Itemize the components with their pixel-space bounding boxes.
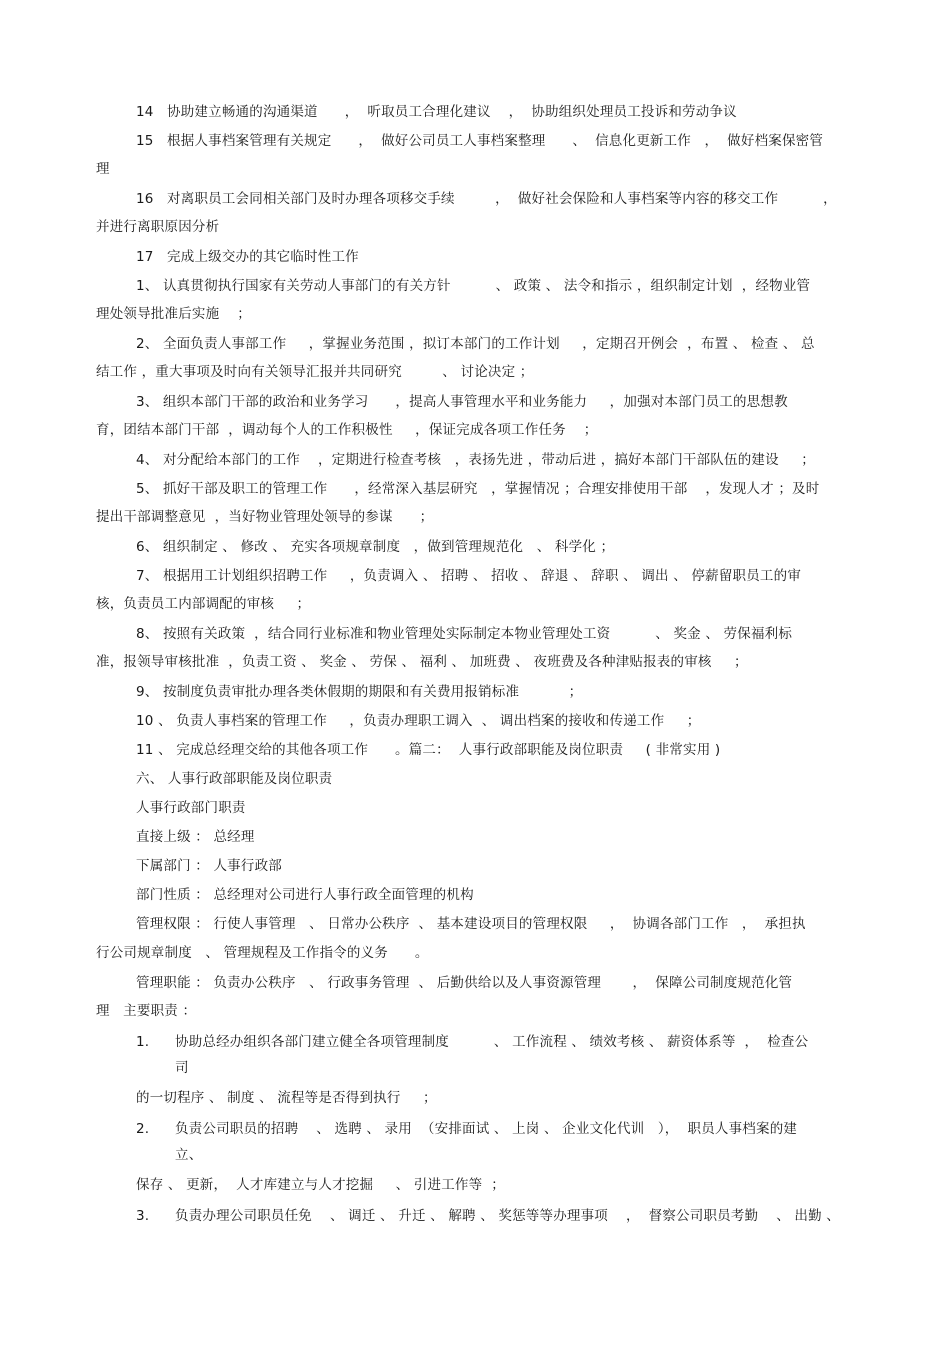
text-line: 管理权限 ： 行使人事管理 、 日常办公秩序 、 基本建设项目的管理权限 ， 协调各部门工作 ， 承担执: [136, 916, 806, 932]
text-line: 并进行离职原因分析: [96, 219, 220, 235]
text-line: 育，团结本部门干部 ，调动每个人的工作积极性 ，保证完成各项工作任务 ；: [96, 422, 598, 438]
text-line: 人事行政部门职责: [136, 800, 246, 816]
text-line: 部门性质 ： 总经理对公司进行人事行政全面管理的机构: [136, 887, 474, 903]
text-line: 六、 人事行政部职能及岗位职责: [136, 771, 333, 787]
text-line: 14 协助建立畅通的沟通渠道 ， 听取员工合理化建议 ， 协助组织处理员工投诉和劳动争议: [136, 104, 737, 120]
text-line: 理 主要职责 ：: [96, 1003, 197, 1019]
text-line: 11 、 完成总经理交给的其他各项工作 。篇二： 人事行政部职能及岗位职责 ( 非常实用 ): [136, 742, 721, 758]
text-line: 6、 组织制定 、 修改 、 充实各项规章制度 ，做到管理规范化 、 科学化 ；: [136, 539, 615, 555]
text-line: 下属部门 ： 人事行政部: [136, 858, 282, 874]
text-line: 1、 认真贯彻执行国家有关劳动人事部门的有关方针 、 政策 、 法令和指示 ，组织制定计划 ，经物业管: [136, 278, 811, 294]
text-line: 管理职能 ： 负责办公秩序 、 行政事务管理 、 后勤供给以及人事资源管理 ， 保障公司制度规范化管: [136, 975, 793, 991]
text-line: 结工作 ，重大事项及时向有关领导汇报并共同研究 、 讨论决定 ；: [96, 364, 534, 380]
text-line: 协助总经办组织各部门建立健全各项管理制度 、 工作流程 、 绩效考核 、 薪资体系等 ， 检查公: [175, 1034, 809, 1050]
list-number: 2.: [136, 1121, 150, 1137]
text-line: 5、 抓好干部及职工的管理工作 ，经常深入基层研究 ，掌握情况 ；合理安排使用干部 ，发现人才 ；及时: [136, 481, 820, 497]
text-line: 核，负责员工内部调配的审核 ；: [96, 596, 311, 612]
text-line: 负责办理公司职员任免 、 调迁 、 升迁 、 解聘 、 奖惩等等办理事项 ， 督察公司职员考勤 、 出勤 、: [175, 1208, 840, 1224]
text-line: 7、 根据用工计划组织招聘工作 ，负责调入 、 招聘 、 招收 、 辞退 、 辞职 、 调出 、 停薪留职员工的审: [136, 568, 802, 584]
text-line: 司: [175, 1060, 189, 1076]
text-line: 的一切程序 、 制度 、 流程等是否得到执行 ；: [136, 1090, 437, 1106]
text-line: 2、 全面负责人事部工作 ，掌握业务范围 ，拟订本部门的工作计划 ，定期召开例会 ，布置 、 检查 、 总: [136, 336, 815, 352]
text-line: 提出干部调整意见 ，当好物业管理处领导的参谋 ；: [96, 509, 434, 525]
text-line: 立、: [175, 1147, 203, 1163]
text-line: 17 完成上级交办的其它临时性工作: [136, 249, 359, 265]
text-line: 保存 、 更新， 人才库建立与人才挖掘 、 引进工作等 ；: [136, 1177, 505, 1193]
text-line: 16 对离职员工会同相关部门及时办理各项移交手续 ， 做好社会保险和人事档案等内容的移交工作 ，: [136, 191, 837, 207]
text-line: 3、 组织本部门干部的政治和业务学习 ，提高人事管理水平和业务能力 ，加强对本部门员工的思想教: [136, 394, 788, 410]
text-line: 直接上级 ： 总经理: [136, 829, 255, 845]
list-number: 1.: [136, 1034, 150, 1050]
list-number: 3.: [136, 1208, 150, 1224]
text-line: 10 、 负责人事档案的管理工作 ，负责办理职工调入 、 调出档案的接收和传递工作 ；: [136, 713, 701, 729]
text-line: 9、 按制度负责审批办理各类休假期的期限和有关费用报销标准 ；: [136, 684, 583, 700]
text-line: 理处领导批准后实施 ；: [96, 306, 251, 322]
text-line: 4、 对分配给本部门的工作 ，定期进行检查考核 ，表扬先进 ，带动后进 ，搞好本部门干部队伍的建设 ；: [136, 452, 815, 468]
text-line: 准，报领导审核批准 ，负责工资 、 奖金 、 劳保 、 福利 、 加班费 、 夜班费及各种津贴报表的审核 ；: [96, 654, 748, 670]
text-line: 行公司规章制度 、 管理规程及工作指令的义务 。: [96, 945, 429, 961]
text-line: 15 根据人事档案管理有关规定 ， 做好公司员工人事档案整理 、 信息化更新工作 ， 做好档案保密管: [136, 133, 824, 149]
text-line: 8、 按照有关政策 ，结合同行业标准和物业管理处实际制定本物业管理处工资 、 奖金 、 劳保福利标: [136, 626, 793, 642]
text-line: 负责公司职员的招聘 、 选聘 、 录用 （安排面试 、 上岗 、 企业文化代训 ）， 职员人事档案的建: [175, 1121, 798, 1137]
text-line: 理: [96, 161, 110, 177]
